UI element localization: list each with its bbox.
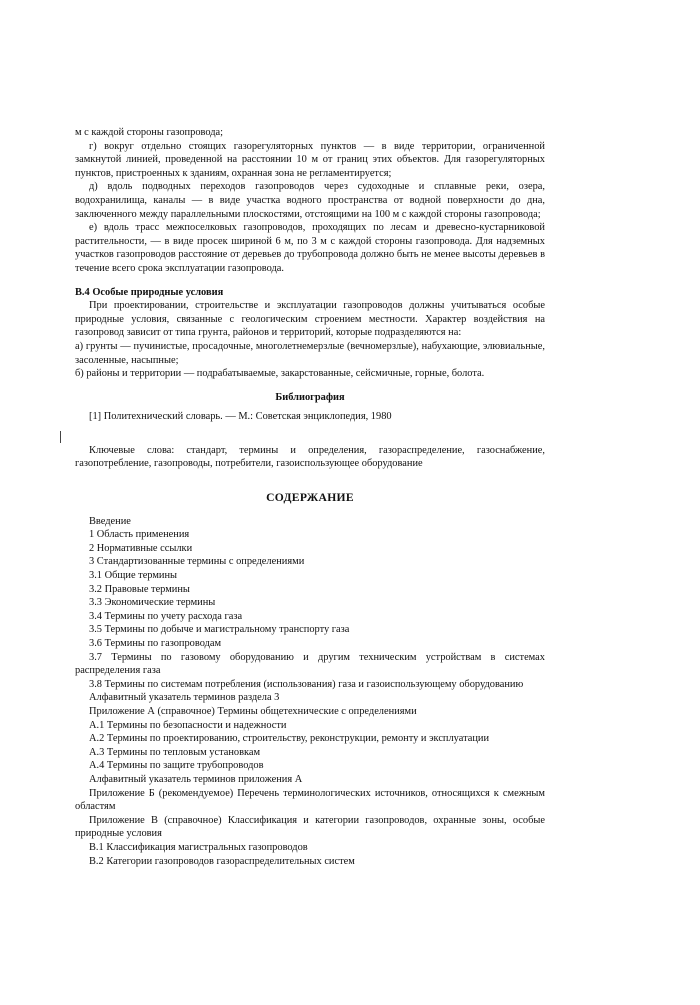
document-page [75, 126, 545, 868]
toc-item: 3.5 Термины по добыче и магистральному транспорту газа [89, 624, 350, 636]
toc-item: А.3 Термины по тепловым установкам [89, 746, 261, 758]
toc-item: В.1 Классификация магистральных газопроводов [89, 841, 308, 853]
toc-item: Приложение А (справочное) Термины общетехнические с определениями [89, 705, 417, 717]
toc-item: Приложение Б (рекомендуемое) Перечень терминологических источников, относящихся к смежным областям [75, 787, 545, 813]
paragraph-item-e: е) вдоль трасс межпоселковых газопроводов, проходящих по лесам и древесно-кустарниковой растительности, — в виде просек шириной 6 м, по 3 м с каждой стороны газопровода. Для надземных участков газопроводов расстояние от деревьев до трубопровода должно быть не менее высоты деревьев в течение всего срока эксплуатации газопровода. [75, 222, 545, 274]
keywords-paragraph: Ключевые слова: стандарт, термины и определения, газораспределение, газоснабжение, газопотребление, газопроводы, потребители, газоиспользующее оборудование [75, 444, 545, 470]
toc-item: А.2 Термины по проектированию, строительству, реконструкции, ремонту и эксплуатации [89, 733, 490, 745]
paragraph-b4-item-b: б) районы и территории — подрабатываемые, закарстованные, сейсмичные, горные, болота. [75, 368, 485, 380]
table-of-contents [75, 515, 545, 868]
paragraph-item-g: г) вокруг отдельно стоящих газорегуляторных пунктов — в виде территории, ограниченной замкнутой линией, проведенной на расстоянии 10 м от границ этих объектов. Для газорегуляторных пунктов, пристроенных к зданиям, охранная зона не регламентируется; [75, 140, 545, 179]
paragraph-item-d: д) вдоль подводных переходов газопроводов через судоходные и сплавные реки, озера, водохранилища, каналы — в виде участка водного пространства от водной поверхности до дна, заключенного между параллельными плоскостями, отстоящими на 100 м с каждой стороны газопровода; [75, 181, 545, 220]
toc-item: Алфавитный указатель терминов приложения А [89, 773, 303, 785]
bibliography-entry: [1] Политехнический словарь. — М.: Советская энциклопедия, 1980 [89, 411, 392, 423]
toc-item: Приложение В (справочное) Классификация и категории газопроводов, охранные зоны, особые природные условия [75, 814, 545, 840]
toc-item: 1 Область применения [89, 529, 190, 541]
toc-item: 3.6 Термины по газопроводам [89, 638, 222, 649]
paragraph-b4-item-a: а) грунты — пучинистые, просадочные, многолетнемерзлые (вечномерзлые), набухающие, элювиальные, засоленные, насыпные; [75, 340, 545, 366]
paragraph-b4-intro: При проектировании, строительстве и эксплуатации газопроводов должны учитываться особые природные условия, связанные с геологическим строением местности. Характер воздействия на газопровод зависит от типа грунта, районов и территорий, которые подразделяются на: [75, 300, 545, 339]
contents-heading: СОДЕРЖАНИЕ [266, 491, 354, 505]
toc-item: 3.8 Термины по системам потребления (использования) газа и газоиспользующему оборудованию [89, 678, 524, 690]
toc-item: Введение [89, 515, 131, 527]
toc-item: А.1 Термины по безопасности и надежности [89, 719, 287, 731]
paragraph-continuation: м с каждой стороны газопровода; [75, 127, 224, 138]
toc-item: А.4 Термины по защите трубопроводов [89, 760, 264, 772]
bibliography-heading: Библиография [275, 391, 345, 403]
toc-item: 3.7 Термины по газовому оборудованию и другим техническим устройствам в системах распределения газа [75, 651, 545, 677]
toc-item: 3.4 Термины по учету расхода газа [89, 610, 243, 622]
toc-item: 2 Нормативные ссылки [89, 542, 193, 554]
toc-item: В.2 Категории газопроводов газораспределительных систем [89, 855, 355, 867]
margin-change-bar [60, 431, 61, 443]
toc-item: 3.3 Экономические термины [89, 597, 216, 609]
toc-item: 3.1 Общие термины [89, 570, 178, 582]
section-heading-b4: В.4 Особые природные условия [75, 286, 224, 298]
toc-item: 3 Стандартизованные термины с определениями [89, 556, 305, 568]
toc-item: Алфавитный указатель терминов раздела 3 [89, 692, 280, 704]
toc-item: 3.2 Правовые термины [89, 583, 190, 595]
